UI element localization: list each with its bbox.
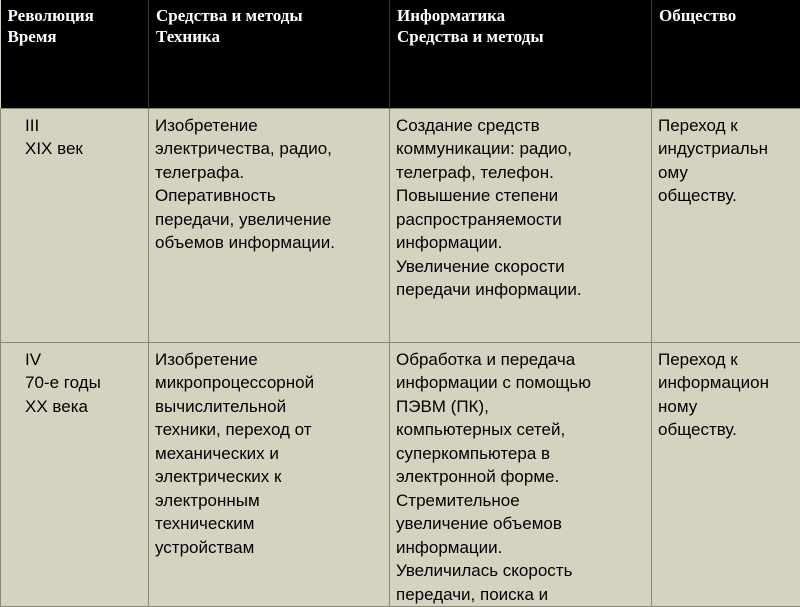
cell-informatics <box>390 342 652 607</box>
cell-line: электричества, радио, <box>155 137 383 161</box>
cell-line: 70-е годы <box>25 371 142 395</box>
cell-line: Увеличение скорости <box>396 255 645 279</box>
header-text: Средства и методы <box>397 26 645 47</box>
cell-line: информации с помощью <box>396 371 645 395</box>
cell-line: телеграф, телефон. <box>396 161 645 185</box>
cell-line: объемов информации. <box>155 231 383 255</box>
cell-line: информации. <box>396 536 645 560</box>
cell-line: Увеличилась скорость <box>396 559 645 583</box>
cell-line: Оперативность <box>155 184 383 208</box>
header-row <box>1 0 800 108</box>
cell-line: распространяемости <box>396 208 645 232</box>
cell-line: XIX век <box>25 137 142 161</box>
cell-line: IV <box>25 348 142 372</box>
cell-line: обществу. <box>658 418 794 442</box>
header-text: Средства и методы <box>156 5 383 26</box>
cell-line: передачи информации. <box>396 278 645 302</box>
cell-line: Переход к <box>658 348 794 372</box>
cell-line: электрических к <box>155 465 383 489</box>
cell-line: увеличение объемов <box>396 512 645 536</box>
cell-line: Повышение степени <box>396 184 645 208</box>
cell-line: техники, переход от <box>155 418 383 442</box>
header-text: Общество <box>659 5 794 26</box>
cell-line: передачи, поиска и <box>396 583 645 607</box>
cell-line: Переход к <box>658 114 794 138</box>
cell-line: обществу. <box>658 184 794 208</box>
header-text: Время <box>8 26 143 47</box>
header-means-technique <box>149 0 390 108</box>
cell-line: Изобретение <box>155 114 383 138</box>
cell-line: ПЭВМ (ПК), <box>396 395 645 419</box>
cell-society <box>652 108 800 342</box>
cell-line: Создание средств <box>396 114 645 138</box>
header-text: Техника <box>156 26 383 47</box>
cell-informatics <box>390 108 652 342</box>
cell-revolution <box>1 108 149 342</box>
cell-line: электронным <box>155 489 383 513</box>
cell-line: компьютерных сетей, <box>396 418 645 442</box>
cell-line: информации. <box>396 231 645 255</box>
table-row <box>1 108 800 342</box>
cell-society <box>652 342 800 607</box>
cell-line: вычислительной <box>155 395 383 419</box>
cell-line: механических и <box>155 442 383 466</box>
header-text: Революция <box>8 5 143 26</box>
cell-line: телеграфа. <box>155 161 383 185</box>
cell-line: коммуникации: радио, <box>396 137 645 161</box>
cell-line: Стремительное <box>396 489 645 513</box>
cell-line: XX века <box>25 395 142 419</box>
cell-line: суперкомпьютера в <box>396 442 645 466</box>
cell-line: микропроцессорной <box>155 371 383 395</box>
cell-line: электронной форме. <box>396 465 645 489</box>
cell-technique <box>149 108 390 342</box>
header-revolution-time <box>1 0 149 108</box>
cell-line: устройствам <box>155 536 383 560</box>
cell-line: Обработка и передача <box>396 348 645 372</box>
header-informatics-means <box>390 0 652 108</box>
cell-line: III <box>25 114 142 138</box>
cell-line: ому <box>658 161 794 185</box>
cell-technique <box>149 342 390 607</box>
cell-line: техническим <box>155 512 383 536</box>
header-society <box>652 0 800 108</box>
cell-line: ному <box>658 395 794 419</box>
table-row <box>1 342 800 607</box>
cell-line: информацион <box>658 371 794 395</box>
header-text: Информатика <box>397 5 645 26</box>
cell-line: индустриальн <box>658 137 794 161</box>
cell-line: передачи, увеличение <box>155 208 383 232</box>
cell-line: Изобретение <box>155 348 383 372</box>
cell-revolution <box>1 342 149 607</box>
